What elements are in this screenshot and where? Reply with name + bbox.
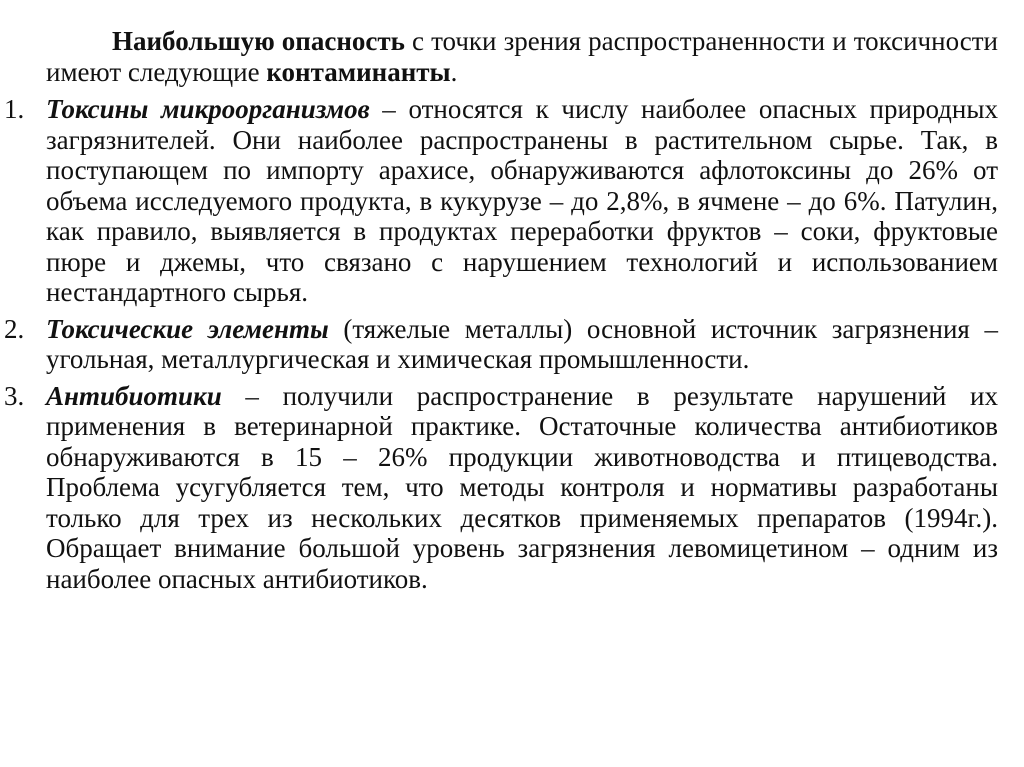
list-item-text: – относятся к числу наиболее опасных природных загрязнителей. Они наиболее распространены в растительном сырье. Так, в поступающем по импорту арахисе, обнаруживаются афлотоксины до 26% от объема исследуемого продукта, в кукурузе – до 2,8%, в ячмене – до 6%. Патулин, как правило, выявляется в продуктах переработки фруктов – соки, фруктовые пюре и джемы, что связано с нарушением технологий и использованием нестандартного сырья.	[46, 94, 998, 307]
list-item-term: Токсины микроорганизмов	[46, 94, 370, 124]
list-item-text: (тяжелые металлы) основной источник загрязнения – угольная, металлургическая и химическая промышленности.	[46, 313, 998, 374]
list-item-antibiotics	[4, 380, 998, 595]
list-item-text: – получили распространение в результате нарушений их применения в ветеринарной практике. Остаточные количества антибиотиков обнаруживаются в 15 – 26% продукции животноводства и птицеводства. Проблема усугубляется тем, что методы контроля и нормативы разработаны только для трех из нескольких десятков применяемых препаратов (1994г.). Обращает внимание большой уровень загрязнения левомицетином – одним из наиболее опасных антибиотиков.	[46, 380, 998, 594]
intro-term-contaminants: контаминанты	[266, 56, 451, 87]
intro-term-danger: Наибольшую опасность	[112, 26, 405, 56]
list-item-term: Токсические элементы	[46, 313, 329, 344]
list-item-term: Антибиотики	[46, 380, 222, 411]
list-number: 1.	[4, 94, 25, 124]
list-number: 2.	[4, 313, 25, 344]
intro-paragraph	[46, 26, 998, 87]
slide-content	[4, 26, 998, 594]
intro-text: с точки зрения распространенности и токсичности имеют следующие	[46, 26, 998, 87]
intro-period: .	[450, 56, 458, 87]
list-item-mycotoxins	[4, 94, 998, 308]
list-item-toxic-elements	[4, 313, 998, 375]
list-number: 3.	[4, 380, 25, 411]
